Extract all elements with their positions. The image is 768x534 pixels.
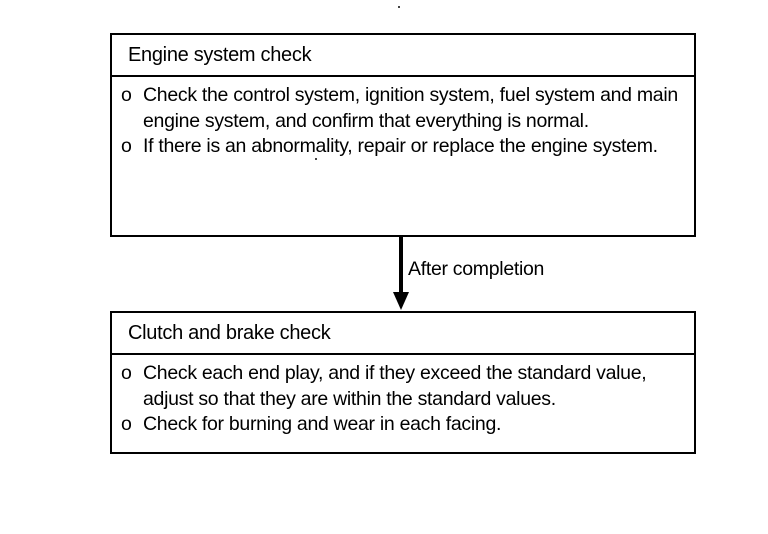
scan-speck — [315, 158, 317, 160]
clutch-check-item-1 — [121, 361, 694, 412]
arrowhead-down-icon — [393, 292, 409, 310]
clutch-brake-check-body — [112, 355, 694, 438]
after-completion-label: After completion — [408, 258, 545, 280]
engine-check-item-2-text: If there is an abnormality, repair or replace the engine system. — [143, 135, 658, 157]
bullet-marker: o — [121, 413, 132, 435]
bullet-marker: o — [121, 135, 132, 157]
clutch-check-item-1-text: Check each end play, and if they exceed the standard value, adjust so that they are within the standard values. — [143, 362, 647, 410]
bullet-marker: o — [121, 362, 132, 384]
engine-check-item-1-text: Check the control system, ignition system, fuel system and main engine system, and confirm that everything is normal. — [143, 84, 678, 132]
clutch-check-item-2 — [121, 412, 694, 438]
clutch-brake-check-title: Clutch and brake check — [112, 313, 694, 355]
bullet-marker: o — [121, 84, 132, 106]
scan-speck — [398, 6, 400, 8]
engine-system-check-title: Engine system check — [112, 35, 694, 77]
clutch-brake-check-box — [110, 311, 696, 454]
clutch-check-item-2-text: Check for burning and wear in each facing. — [143, 413, 502, 435]
